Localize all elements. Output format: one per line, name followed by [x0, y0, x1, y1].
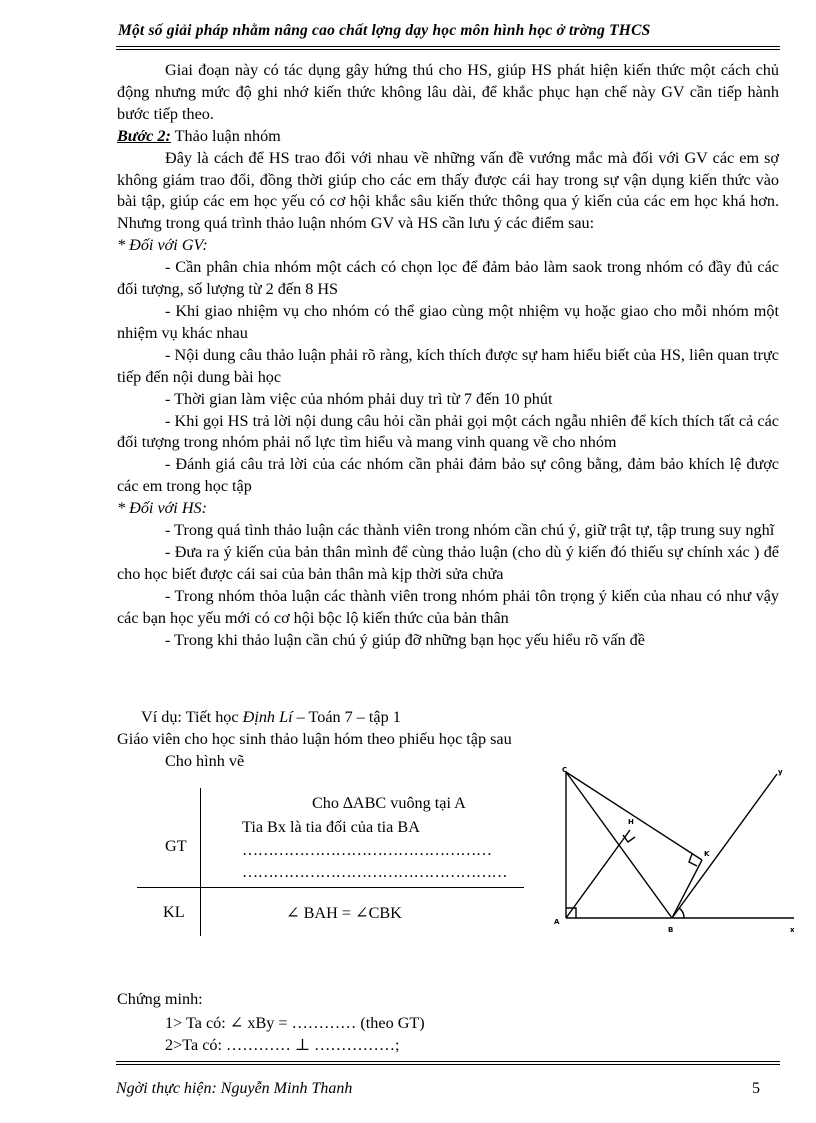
label-h: H: [628, 818, 634, 826]
label-b: B: [668, 926, 674, 934]
label-a: A: [554, 918, 560, 926]
header-rule-thin: [116, 49, 780, 50]
section-heading-hs: * Đối với HS:: [117, 499, 208, 518]
proof-line-2: 2>Ta có: ………… ⊥ ……………;: [165, 1036, 400, 1054]
footer-author: Ngời thực hiện: Nguyễn Minh Thanh: [116, 1080, 353, 1097]
list-item: - Cần phân chia nhóm một cách có chọn lọc để đảm bảo làm saok trong nhóm có đầy đủ các đối tượng, số lượng từ 2 đến 8 HS: [117, 258, 779, 299]
paragraph: Đây là cách để HS trao đổi với nhau về những vấn đề vướng mắc mà đối với GV các em sợ không giám trao đổi, đồng thời giúp cho các em thấy được cái hay trong sự vận dụng kiến thức vào bài tập, giúp các em học yếu có cơ hội khắc sâu kiến thức thông qua ý kiến của các em học khá hơn. Nhưng trong quá trình thảo luận nhóm GV và HS cần lưu ý các điểm sau:: [117, 148, 779, 233]
ray-by: [672, 774, 777, 918]
step-heading: [117, 126, 779, 148]
label-x: x: [790, 926, 795, 934]
step-title: Thảo luận nhóm: [170, 126, 281, 145]
list-item: - Thời gian làm việc của nhóm phải duy trì từ 7 đến 10 phút: [165, 389, 553, 408]
label-k: K: [704, 850, 710, 858]
step-label: Bước 2:: [117, 126, 171, 145]
example-instruction: Giáo viên cho học sinh thảo luận hóm theo phiếu học tập sau: [117, 730, 512, 748]
lesson-name: Định Lí: [242, 708, 293, 726]
paragraph: Giai đoạn này có tác dụng gây hứng thú cho HS, giúp HS phát hiện kiến thức một cách chủ động nhưng mức độ ghi nhớ kiến thức không lâu dài, để khắc phục hạn chế này GV cần tiếp hành bước tiếp theo.: [117, 61, 779, 123]
label-c: C: [562, 766, 568, 774]
angle-arc-b: [679, 908, 684, 918]
label-y: y: [778, 768, 783, 776]
header-rule: [116, 46, 780, 47]
gt-line-2: Tia Bx là tia đối của tia BA: [242, 818, 420, 836]
gt-line-1: Cho ∆ABC vuông tại A: [312, 794, 466, 812]
segment-ah: [566, 830, 630, 918]
table-vertical-rule: [200, 788, 201, 936]
footer-rule-thin: [116, 1061, 780, 1062]
body-text: [117, 60, 779, 651]
list-item: - Nội dung câu thảo luận phải rõ ràng, kích thích được sự ham hiểu biết của HS, liên quan trực tiếp đến nội dung bài học: [117, 345, 779, 386]
section-heading-gv: * Đối với GV:: [117, 236, 208, 255]
list-item: - Trong khi thảo luận cần chú ý giúp đỡ những bạn học yếu hiểu rõ vấn đề: [165, 630, 645, 649]
list-item: - Khi gọi HS trả lời nội dung câu hỏi cần phải gọi một cách ngẫu nhiên để kích thích tất cả các đối tượng trong nhóm phải nổ lực tìm hiểu và mang vinh quang về cho nhóm: [117, 411, 779, 452]
gt-label: GT: [165, 837, 187, 855]
page-header-title: Một số giải pháp nhằm nâng cao chất lợng dạy học môn hình học ở trờng THCS: [118, 22, 651, 39]
list-item: - Trong quá tình thảo luận các thành viên trong nhóm cần chú ý, giữ trật tự, tập trung suy nghĩ: [165, 521, 775, 540]
kl-label: KL: [163, 903, 185, 921]
geometry-figure: [552, 764, 802, 936]
list-item: - Khi giao nhiệm vụ cho nhóm có thể giao cùng một nhiệm vụ hoặc giao cho mỗi nhóm một nhiệm vụ khác nhau: [117, 301, 779, 342]
example-line: Ví dụ: Tiết học Định Lí – Toán 7 – tập 1: [141, 708, 401, 726]
list-item: - Đánh giá câu trả lời của các nhóm cần phải đảm bảo sự công bằng, đảm bảo khích lệ được các em trong học tập: [117, 455, 779, 496]
page-number: 5: [752, 1080, 760, 1097]
segment-ck: [566, 772, 702, 860]
list-item: - Đưa ra ý kiến của bản thân mình để cùng thảo luận (cho dù ý kiến đó thiếu sự chính xác ) để cho học biết được cái sai của bản thân mà kịp thời sửa chửa: [117, 542, 779, 583]
proof-heading: Chứng minh:: [117, 990, 203, 1008]
kl-text: ∠ BAH = ∠CBK: [286, 904, 402, 922]
gt-kl-table: [137, 788, 537, 938]
figure-lines: [566, 772, 794, 918]
list-item: - Trong nhóm thỏa luận các thành viên trong nhóm phải tôn trọng ý kiến của nhau có như vậy các bạn học yếu mới có cơ hội bộc lộ kiến thức của bản thân: [117, 586, 779, 627]
segment-bk: [672, 860, 702, 918]
proof-line-1: 1> Ta có: ∠ xBy = ………… (theo GT): [165, 1014, 425, 1032]
footer-rule: [116, 1064, 780, 1065]
gt-dots-1: …………………………………………: [242, 841, 492, 859]
table-horizontal-rule: [137, 887, 524, 888]
figure-caption: Cho hình vẽ: [165, 752, 245, 770]
gt-dots-2: ……………………………………………: [242, 863, 507, 881]
